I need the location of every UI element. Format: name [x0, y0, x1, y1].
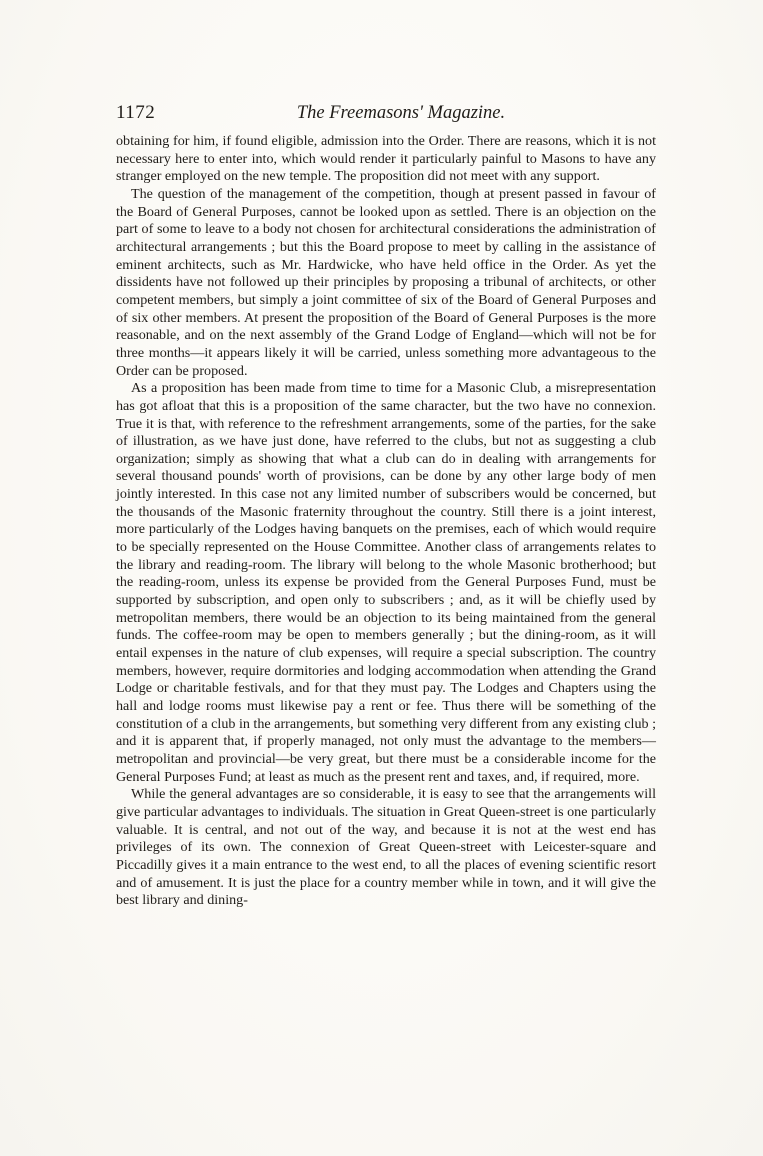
- page-number: 1172: [116, 102, 156, 123]
- running-title: The Freemasons' Magazine.: [296, 103, 506, 123]
- page-header: [116, 101, 656, 125]
- paragraph-masonic-club: As a proposition has been made from time to time for a Masonic Club, a misrepresentation has got afloat that this is a proposition of the same character, but the two have no connexion. True it is that, with reference to the refreshment arrangements, some of the parties, for the sake of illustration, as we have just done, have referred to the clubs, but not as suggesting a club organization; simply as showing that what a club can do in dealing with arrangements for several thousand pounds' worth of provisions, can be done by any other large body of men jointly interested. In this case not any limited number of subscribers would be concerned, but the thousands of the Masonic fraternity throughout the country. Still there is a joint interest, more particularly of the Lodges having banquets on the premises, each of which would require to be specially represented on the House Committee. Another class of arrangements relates to the library and reading-room. The library will belong to the whole Masonic brotherhood; but the reading-room, unless its expense be provided from the General Purposes Fund, must be supported by subscription, and open only to subscribers ; and, as it will be chiefly used by metropolitan members, there would be an objection to its being maintained from the general funds. The coffee-room may be open to members generally ; but the dining-room, as it will entail expenses in the nature of club expenses, will require a special subscription. The country members, however, require dormitories and lodging accommodation when attending the Grand Lodge or charitable festivals, and for that they must pay. The Lodges and Chapters using the hall and lodge rooms must likewise pay a rent or fee. Thus there will be something of the constitution of a club in the arrangements, but something very different from any existing club ; and it is apparent that, if properly managed, not only must the advantage to the members—metropolitan and provincial—be very great, but there must be a considerable income for the General Purposes Fund; at least as much as the present rent and taxes, and, if required, more.: [116, 380, 656, 785]
- paragraph-continued: obtaining for him, if found eligible, admission into the Order. There are reasons, which it is not necessary here to enter into, which would render it particularly painful to Masons to have any stranger employed on the new temple. The proposition did not meet with any support.: [116, 133, 656, 185]
- paragraph-competition-management: The question of the management of the competition, though at present passed in favour of the Board of General Purposes, cannot be looked upon as settled. There is an objection on the part of some to leave to a body not chosen for architectural considerations the administration of architectural arrangements ; but this the Board propose to meet by calling in the assistance of eminent architects, such as Mr. Hardwicke, who have held office in the Order. As yet the dissidents have not followed up their principles by proposing a tribunal of architects, or other competent members, but simply a joint committee of six of the Board of General Purposes and of six other members. At present the proposition of the Board of General Purposes is the more reasonable, and on the next assembly of the Grand Lodge of England—which will not be for three months—it appears likely it will be carried, unless something more advantageous to the Order can be proposed.: [116, 185, 656, 379]
- article-body: [116, 133, 656, 910]
- paragraph-advantages: While the general advantages are so considerable, it is easy to see that the arrangements will give particular advantages to individuals. The situation in Great Queen-street is one particularly valuable. It is central, and not out of the way, and because it is not at the west end has privileges of its own. The connexion of Great Queen-street with Leicester-square and Piccadilly gives it a main entrance to the west end, to all the places of evening scientific resort and of amusement. It is just the place for a country member while in town, and it will give the best library and dining-: [116, 786, 656, 909]
